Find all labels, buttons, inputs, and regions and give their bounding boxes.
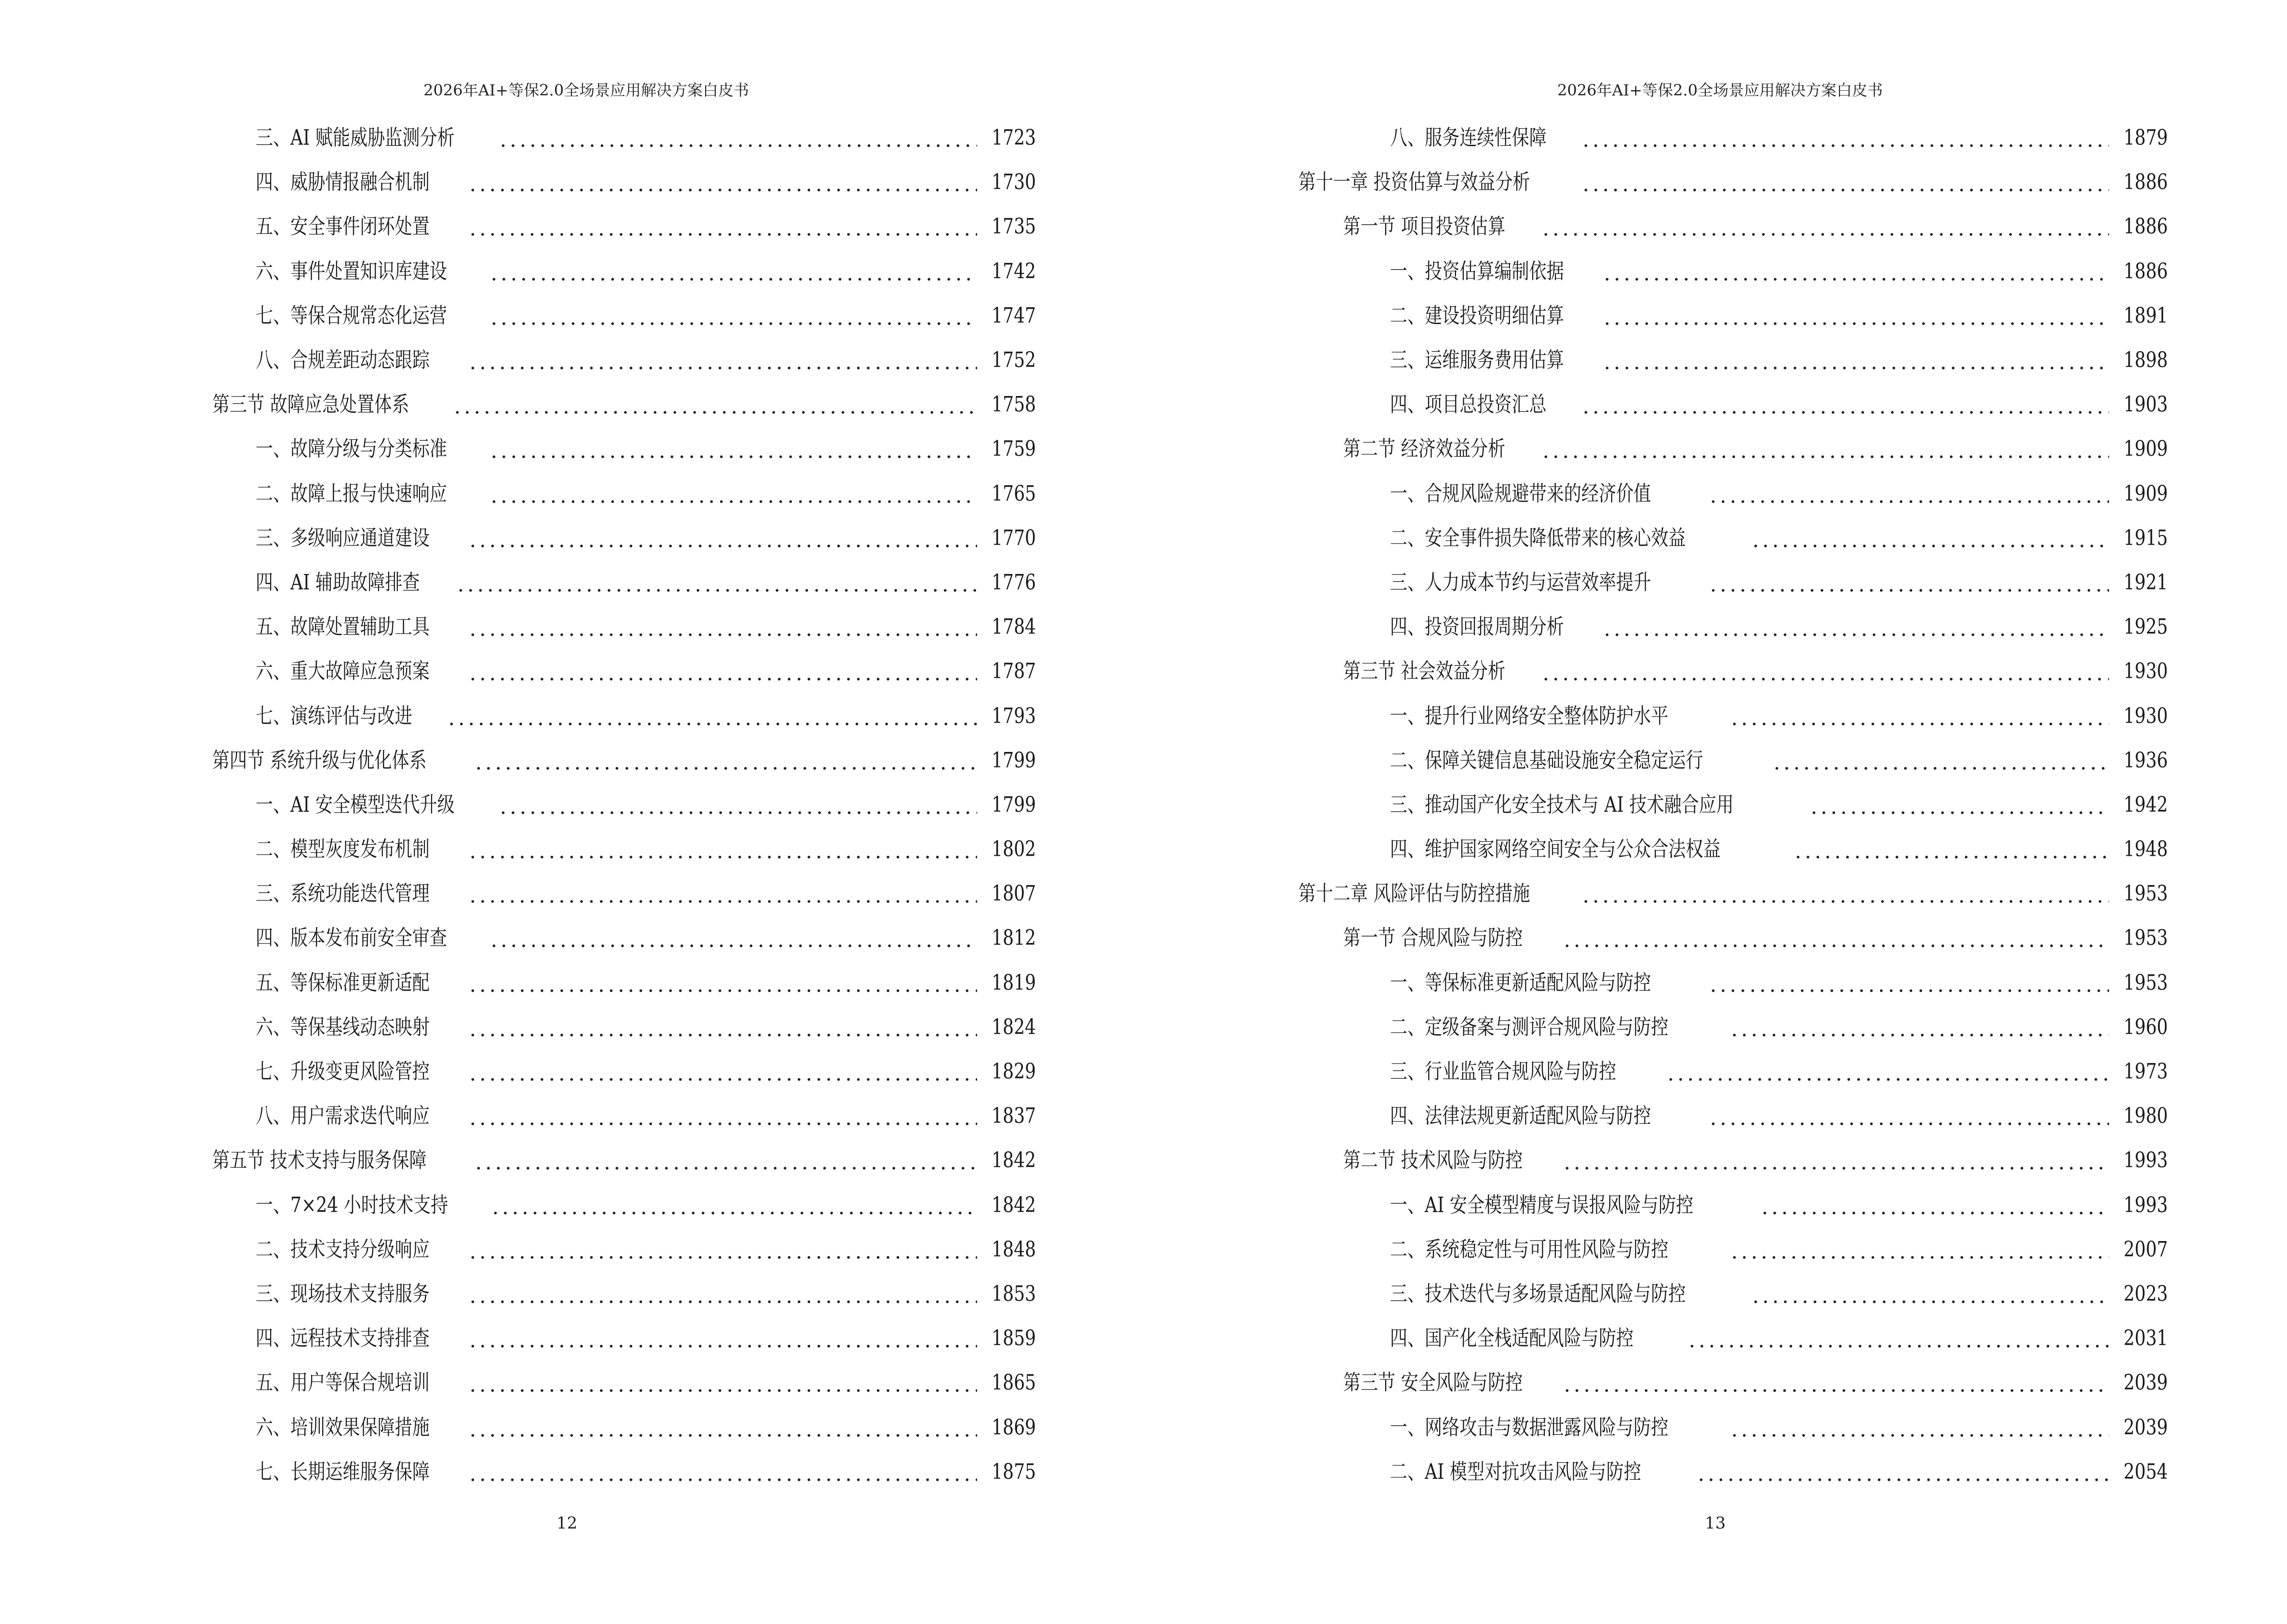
dot-leader bbox=[1696, 1461, 2109, 1483]
toc-entry-page: 1747 bbox=[992, 303, 1036, 328]
toc-entry-title: 四、AI 辅助故障排查 bbox=[256, 570, 420, 595]
toc-entry-item[interactable] bbox=[1298, 249, 2168, 294]
table-of-contents bbox=[1298, 116, 2168, 1494]
toc-entry-page: 1869 bbox=[992, 1415, 1036, 1440]
toc-entry-item[interactable] bbox=[212, 961, 1036, 1005]
dot-leader bbox=[498, 794, 977, 816]
toc-entry-item[interactable] bbox=[212, 1050, 1036, 1094]
toc-entry-title: 三、人力成本节约与运营效率提升 bbox=[1390, 570, 1651, 595]
toc-entry-page: 1898 bbox=[2124, 348, 2168, 373]
toc-entry-title: 第一节 项目投资估算 bbox=[1343, 214, 1506, 239]
toc-entry-page: 1842 bbox=[992, 1148, 1036, 1173]
toc-entry-page: 1875 bbox=[992, 1459, 1036, 1484]
toc-entry-item[interactable] bbox=[1298, 1450, 2168, 1494]
dot-leader bbox=[1687, 1328, 2109, 1349]
toc-entry-title: 四、维护国家网络空间安全与公众合法权益 bbox=[1390, 837, 1721, 862]
toc-entry-item[interactable] bbox=[1298, 116, 2168, 160]
toc-entry-section[interactable] bbox=[1298, 1138, 2168, 1183]
toc-entry-item[interactable] bbox=[212, 783, 1036, 827]
dot-leader bbox=[468, 172, 977, 193]
toc-entry-page: 1799 bbox=[992, 792, 1036, 817]
toc-entry-page: 1909 bbox=[2124, 481, 2168, 506]
toc-entry-page: 1770 bbox=[992, 525, 1036, 550]
toc-entry-item[interactable] bbox=[1298, 694, 2168, 738]
toc-entry-page: 2039 bbox=[2124, 1415, 2168, 1440]
toc-entry-page: 1879 bbox=[2124, 125, 2168, 150]
dot-leader bbox=[447, 706, 977, 727]
dot-leader bbox=[1602, 350, 2109, 371]
toc-entry-page: 1909 bbox=[2124, 437, 2168, 462]
running-header: 2026年AI+等保2.0全场景应用解决方案白皮书 bbox=[423, 81, 749, 99]
toc-entry-section[interactable] bbox=[212, 1138, 1036, 1183]
toc-entry-title: 七、演练评估与改进 bbox=[256, 703, 412, 728]
toc-entry-title: 第五节 技术支持与服务保障 bbox=[212, 1148, 427, 1173]
toc-entry-page: 1723 bbox=[992, 125, 1036, 150]
dot-leader bbox=[468, 528, 977, 549]
toc-entry-title: 一、故障分级与分类标准 bbox=[256, 437, 447, 462]
dot-leader bbox=[452, 394, 977, 415]
toc-entry-page: 1886 bbox=[2124, 214, 2168, 239]
toc-entry-item[interactable] bbox=[1298, 783, 2168, 827]
dot-leader bbox=[489, 305, 977, 327]
toc-entry-item[interactable] bbox=[212, 1316, 1036, 1361]
toc-entry-item[interactable] bbox=[212, 916, 1036, 960]
toc-entry-title: 六、事件处置知识库建设 bbox=[256, 259, 447, 284]
toc-entry-page: 1930 bbox=[2124, 659, 2168, 684]
toc-entry-title: 四、版本发布前安全审查 bbox=[256, 926, 447, 951]
dot-leader bbox=[1562, 1150, 2109, 1171]
toc-entry-page: 1891 bbox=[2124, 303, 2168, 328]
toc-entry-title: 第十二章 风险评估与防控措施 bbox=[1298, 881, 1530, 906]
dot-leader bbox=[1708, 972, 2109, 994]
toc-entry-item[interactable] bbox=[212, 472, 1036, 516]
dot-leader bbox=[468, 839, 977, 860]
toc-entry-title: 二、安全事件损失降低带来的核心效益 bbox=[1390, 525, 1686, 550]
toc-entry-page: 1842 bbox=[992, 1192, 1036, 1217]
dot-leader bbox=[468, 1283, 977, 1305]
toc-entry-page: 1793 bbox=[992, 703, 1036, 728]
toc-entry-title: 四、远程技术支持排查 bbox=[256, 1326, 430, 1351]
toc-entry-page: 1993 bbox=[2124, 1148, 2168, 1173]
toc-entry-page: 2031 bbox=[2124, 1326, 2168, 1351]
toc-entry-title: 八、合规差距动态跟踪 bbox=[256, 348, 430, 373]
dot-leader bbox=[1729, 1239, 2109, 1260]
toc-entry-title: 一、AI 安全模型迭代升级 bbox=[256, 792, 455, 817]
dot-leader bbox=[1562, 1372, 2109, 1393]
toc-entry-title: 第三节 社会效益分析 bbox=[1343, 659, 1506, 684]
toc-entry-page: 1853 bbox=[992, 1281, 1036, 1306]
dot-leader bbox=[1581, 172, 2109, 193]
toc-entry-title: 第三节 安全风险与防控 bbox=[1343, 1370, 1523, 1395]
toc-entry-page: 1837 bbox=[992, 1104, 1036, 1129]
toc-entry-section[interactable] bbox=[1298, 1361, 2168, 1405]
dot-leader bbox=[468, 1017, 977, 1038]
toc-entry-item[interactable] bbox=[1298, 961, 2168, 1005]
toc-entry-title: 第三节 故障应急处置体系 bbox=[212, 392, 409, 417]
dot-leader bbox=[1751, 528, 2109, 549]
toc-entry-title: 一、等保标准更新适配风险与防控 bbox=[1390, 970, 1651, 995]
toc-entry-page: 1953 bbox=[2124, 970, 2168, 995]
toc-entry-section[interactable] bbox=[212, 738, 1036, 783]
running-header: 2026年AI+等保2.0全场景应用解决方案白皮书 bbox=[1557, 81, 1883, 99]
toc-entry-page: 1730 bbox=[992, 170, 1036, 195]
toc-entry-item[interactable] bbox=[1298, 560, 2168, 605]
dot-leader bbox=[468, 1239, 977, 1260]
toc-entry-title: 第一节 合规风险与防控 bbox=[1343, 926, 1523, 951]
toc-entry-title: 二、系统稳定性与可用性风险与防控 bbox=[1390, 1237, 1669, 1262]
toc-entry-title: 四、投资回报周期分析 bbox=[1390, 614, 1564, 640]
toc-entry-page: 1960 bbox=[2124, 1014, 2168, 1039]
toc-entry-item[interactable] bbox=[1298, 1050, 2168, 1094]
toc-entry-page: 1742 bbox=[992, 259, 1036, 284]
page-number: 13 bbox=[1704, 1514, 1726, 1533]
toc-entry-title: 五、安全事件闭环处置 bbox=[256, 214, 430, 239]
toc-entry-title: 七、等保合规常态化运营 bbox=[256, 303, 447, 328]
toc-entry-page: 1819 bbox=[992, 970, 1036, 995]
toc-entry-page: 1903 bbox=[2124, 392, 2168, 417]
dot-leader bbox=[468, 1372, 977, 1393]
toc-entry-item[interactable] bbox=[212, 1183, 1036, 1228]
dot-leader bbox=[456, 572, 977, 593]
dot-leader bbox=[1581, 883, 2109, 904]
toc-entry-page: 1799 bbox=[992, 748, 1036, 773]
toc-entry-title: 三、行业监管合规风险与防控 bbox=[1390, 1059, 1617, 1084]
toc-entry-page: 1807 bbox=[992, 881, 1036, 906]
toc-entry-item[interactable] bbox=[212, 160, 1036, 205]
toc-entry-title: 四、项目总投资汇总 bbox=[1390, 392, 1547, 417]
toc-entry-item[interactable] bbox=[1298, 605, 2168, 649]
toc-entry-page: 1973 bbox=[2124, 1059, 2168, 1084]
toc-entry-title: 三、推动国产化安全技术与 AI 技术融合应用 bbox=[1390, 792, 1734, 817]
toc-entry-title: 五、用户等保合规培训 bbox=[256, 1370, 430, 1395]
toc-entry-title: 三、运维服务费用估算 bbox=[1390, 348, 1564, 373]
toc-entry-page: 1787 bbox=[992, 659, 1036, 684]
toc-entry-item[interactable] bbox=[212, 827, 1036, 872]
toc-entry-item[interactable] bbox=[212, 338, 1036, 382]
toc-entry-page: 1921 bbox=[2124, 570, 2168, 595]
toc-entry-item[interactable] bbox=[212, 205, 1036, 249]
toc-entry-item[interactable] bbox=[1298, 1094, 2168, 1138]
toc-entry-page: 1942 bbox=[2124, 792, 2168, 817]
toc-entry-title: 一、提升行业网络安全整体防护水平 bbox=[1390, 703, 1669, 728]
toc-entry-title: 四、国产化全栈适配风险与防控 bbox=[1390, 1326, 1634, 1351]
dot-leader bbox=[489, 438, 977, 460]
toc-entry-title: 五、故障处置辅助工具 bbox=[256, 614, 430, 640]
dot-leader bbox=[468, 1461, 977, 1483]
toc-entry-title: 二、保障关键信息基础设施安全稳定运行 bbox=[1390, 748, 1703, 773]
toc-entry-page: 1936 bbox=[2124, 748, 2168, 773]
dot-leader bbox=[1581, 394, 2109, 415]
toc-entry-item[interactable] bbox=[1298, 1316, 2168, 1361]
toc-entry-title: 二、建设投资明细估算 bbox=[1390, 303, 1564, 328]
toc-entry-title: 四、威胁情报融合机制 bbox=[256, 170, 430, 195]
toc-entry-title: 四、法律法规更新适配风险与防控 bbox=[1390, 1104, 1651, 1129]
right-page bbox=[1144, 0, 2287, 1624]
toc-entry-item[interactable] bbox=[212, 560, 1036, 605]
toc-entry-item[interactable] bbox=[212, 516, 1036, 560]
toc-entry-item[interactable] bbox=[1298, 1183, 2168, 1228]
dot-leader bbox=[1541, 438, 2109, 460]
toc-entry-title: 第二节 技术风险与防控 bbox=[1343, 1148, 1523, 1173]
toc-entry-title: 八、服务连续性保障 bbox=[1390, 125, 1547, 150]
toc-entry-page: 1735 bbox=[992, 214, 1036, 239]
toc-entry-page: 2023 bbox=[2124, 1281, 2168, 1306]
toc-entry-page: 1886 bbox=[2124, 259, 2168, 284]
dot-leader bbox=[489, 928, 977, 949]
toc-entry-item[interactable] bbox=[212, 649, 1036, 694]
dot-leader bbox=[1708, 572, 2109, 593]
dot-leader bbox=[468, 1105, 977, 1127]
toc-entry-item[interactable] bbox=[1298, 1272, 2168, 1316]
dot-leader bbox=[468, 661, 977, 682]
toc-entry-item[interactable] bbox=[212, 1005, 1036, 1050]
toc-entry-item[interactable] bbox=[212, 1361, 1036, 1405]
toc-entry-page: 2054 bbox=[2124, 1459, 2168, 1484]
toc-entry-chapter[interactable] bbox=[1298, 160, 2168, 205]
toc-entry-title: 第二节 经济效益分析 bbox=[1343, 437, 1506, 462]
toc-entry-page: 1953 bbox=[2124, 926, 2168, 951]
toc-entry-section[interactable] bbox=[1298, 649, 2168, 694]
dot-leader bbox=[1541, 216, 2109, 237]
dot-leader bbox=[1729, 1417, 2109, 1438]
toc-entry-item[interactable] bbox=[1298, 516, 2168, 560]
toc-entry-page: 1824 bbox=[992, 1014, 1036, 1039]
toc-entry-page: 1930 bbox=[2124, 703, 2168, 728]
toc-entry-title: 六、培训效果保障措施 bbox=[256, 1415, 430, 1440]
dot-leader bbox=[468, 972, 977, 994]
toc-entry-page: 1758 bbox=[992, 392, 1036, 417]
toc-entry-item[interactable] bbox=[1298, 472, 2168, 516]
dot-leader bbox=[1751, 1283, 2109, 1305]
toc-entry-item[interactable] bbox=[1298, 1228, 2168, 1272]
toc-entry-page: 1759 bbox=[992, 437, 1036, 462]
dot-leader bbox=[1541, 661, 2109, 682]
toc-entry-title: 一、投资估算编制依据 bbox=[1390, 259, 1564, 284]
toc-entry-title: 一、7×24 小时技术支持 bbox=[256, 1192, 449, 1217]
toc-entry-title: 第十一章 投资估算与效益分析 bbox=[1298, 170, 1530, 195]
toc-entry-title: 三、技术迭代与多场景适配风险与防控 bbox=[1390, 1281, 1686, 1306]
toc-entry-title: 六、重大故障应急预案 bbox=[256, 659, 430, 684]
toc-entry-item[interactable] bbox=[212, 116, 1036, 160]
page-number: 12 bbox=[556, 1514, 578, 1533]
toc-entry-section[interactable] bbox=[212, 382, 1036, 427]
toc-entry-item[interactable] bbox=[212, 694, 1036, 738]
dot-leader bbox=[1772, 750, 2109, 771]
dot-leader bbox=[1602, 261, 2109, 282]
toc-entry-item[interactable] bbox=[1298, 738, 2168, 783]
dot-leader bbox=[474, 1150, 977, 1171]
toc-entry-page: 1829 bbox=[992, 1059, 1036, 1084]
toc-entry-title: 三、AI 赋能威胁监测分析 bbox=[256, 125, 455, 150]
dot-leader bbox=[1602, 305, 2109, 327]
toc-entry-page: 1886 bbox=[2124, 170, 2168, 195]
toc-entry-item[interactable] bbox=[212, 294, 1036, 338]
toc-entry-item[interactable] bbox=[212, 1450, 1036, 1494]
toc-entry-item[interactable] bbox=[212, 427, 1036, 471]
dot-leader bbox=[1729, 706, 2109, 727]
toc-entry-page: 1784 bbox=[992, 614, 1036, 640]
dot-leader bbox=[1666, 1061, 2109, 1082]
dot-leader bbox=[468, 616, 977, 638]
toc-entry-page: 1848 bbox=[992, 1237, 1036, 1262]
dot-leader bbox=[1708, 483, 2109, 505]
dot-leader bbox=[1809, 794, 2109, 816]
toc-entry-title: 六、等保基线动态映射 bbox=[256, 1014, 430, 1039]
dot-leader bbox=[1602, 616, 2109, 638]
dot-leader bbox=[1729, 1017, 2109, 1038]
toc-entry-section[interactable] bbox=[1298, 916, 2168, 960]
dot-leader bbox=[1581, 127, 2109, 149]
toc-entry-title: 五、等保标准更新适配 bbox=[256, 970, 430, 995]
toc-entry-item[interactable] bbox=[1298, 1405, 2168, 1449]
toc-entry-page: 1948 bbox=[2124, 837, 2168, 862]
toc-entry-title: 二、模型灰度发布机制 bbox=[256, 837, 430, 862]
toc-entry-title: 一、合规风险规避带来的经济价值 bbox=[1390, 481, 1651, 506]
dot-leader bbox=[468, 1061, 977, 1082]
toc-entry-title: 三、多级响应通道建设 bbox=[256, 525, 430, 550]
toc-entry-page: 2007 bbox=[2124, 1237, 2168, 1262]
toc-entry-title: 八、用户需求迭代响应 bbox=[256, 1104, 430, 1129]
toc-entry-item[interactable] bbox=[212, 605, 1036, 649]
dot-leader bbox=[498, 127, 977, 149]
toc-entry-chapter[interactable] bbox=[1298, 872, 2168, 916]
dot-leader bbox=[1708, 1105, 2109, 1127]
toc-entry-section[interactable] bbox=[1298, 427, 2168, 471]
dot-leader bbox=[468, 1417, 977, 1438]
dot-leader bbox=[490, 1195, 977, 1216]
toc-entry-item[interactable] bbox=[1298, 294, 2168, 338]
dot-leader bbox=[1562, 928, 2109, 949]
toc-entry-page: 1953 bbox=[2124, 881, 2168, 906]
toc-entry-item[interactable] bbox=[212, 1228, 1036, 1272]
toc-entry-item[interactable] bbox=[1298, 827, 2168, 872]
dot-leader bbox=[474, 750, 977, 771]
toc-entry-page: 1802 bbox=[992, 837, 1036, 862]
dot-leader bbox=[1793, 839, 2109, 860]
toc-entry-title: 二、定级备案与测评合规风险与防控 bbox=[1390, 1014, 1669, 1039]
dot-leader bbox=[468, 1328, 977, 1349]
toc-entry-item[interactable] bbox=[212, 872, 1036, 916]
toc-entry-page: 1859 bbox=[992, 1326, 1036, 1351]
dot-leader bbox=[468, 350, 977, 371]
toc-entry-page: 1776 bbox=[992, 570, 1036, 595]
toc-entry-title: 第四节 系统升级与优化体系 bbox=[212, 748, 427, 773]
dot-leader bbox=[489, 483, 977, 505]
dot-leader bbox=[468, 883, 977, 904]
toc-entry-title: 三、现场技术支持服务 bbox=[256, 1281, 430, 1306]
toc-entry-item[interactable] bbox=[212, 249, 1036, 294]
toc-entry-section[interactable] bbox=[1298, 205, 2168, 249]
dot-leader bbox=[468, 216, 977, 237]
dot-leader bbox=[489, 261, 977, 282]
toc-entry-item[interactable] bbox=[1298, 338, 2168, 382]
toc-entry-title: 二、故障上报与快速响应 bbox=[256, 481, 447, 506]
toc-entry-title: 一、网络攻击与数据泄露风险与防控 bbox=[1390, 1415, 1669, 1440]
toc-entry-page: 1812 bbox=[992, 926, 1036, 951]
toc-entry-page: 2039 bbox=[2124, 1370, 2168, 1395]
toc-entry-page: 1752 bbox=[992, 348, 1036, 373]
dot-leader bbox=[1760, 1195, 2109, 1216]
toc-entry-item[interactable] bbox=[1298, 1005, 2168, 1050]
toc-entry-item[interactable] bbox=[212, 1094, 1036, 1138]
table-of-contents bbox=[212, 116, 1036, 1494]
toc-entry-title: 二、AI 模型对抗攻击风险与防控 bbox=[1390, 1459, 1641, 1484]
toc-entry-title: 七、升级变更风险管控 bbox=[256, 1059, 430, 1084]
toc-entry-page: 1980 bbox=[2124, 1104, 2168, 1129]
toc-entry-item[interactable] bbox=[212, 1272, 1036, 1316]
toc-entry-page: 1993 bbox=[2124, 1192, 2168, 1217]
toc-entry-item[interactable] bbox=[212, 1405, 1036, 1449]
toc-entry-page: 1915 bbox=[2124, 525, 2168, 550]
toc-entry-title: 一、AI 安全模型精度与误报风险与防控 bbox=[1390, 1192, 1694, 1217]
toc-entry-page: 1925 bbox=[2124, 614, 2168, 640]
toc-entry-title: 二、技术支持分级响应 bbox=[256, 1237, 430, 1262]
toc-entry-item[interactable] bbox=[1298, 382, 2168, 427]
toc-entry-title: 七、长期运维服务保障 bbox=[256, 1459, 430, 1484]
toc-entry-page: 1765 bbox=[992, 481, 1036, 506]
toc-entry-title: 三、系统功能迭代管理 bbox=[256, 881, 430, 906]
toc-entry-page: 1865 bbox=[992, 1370, 1036, 1395]
